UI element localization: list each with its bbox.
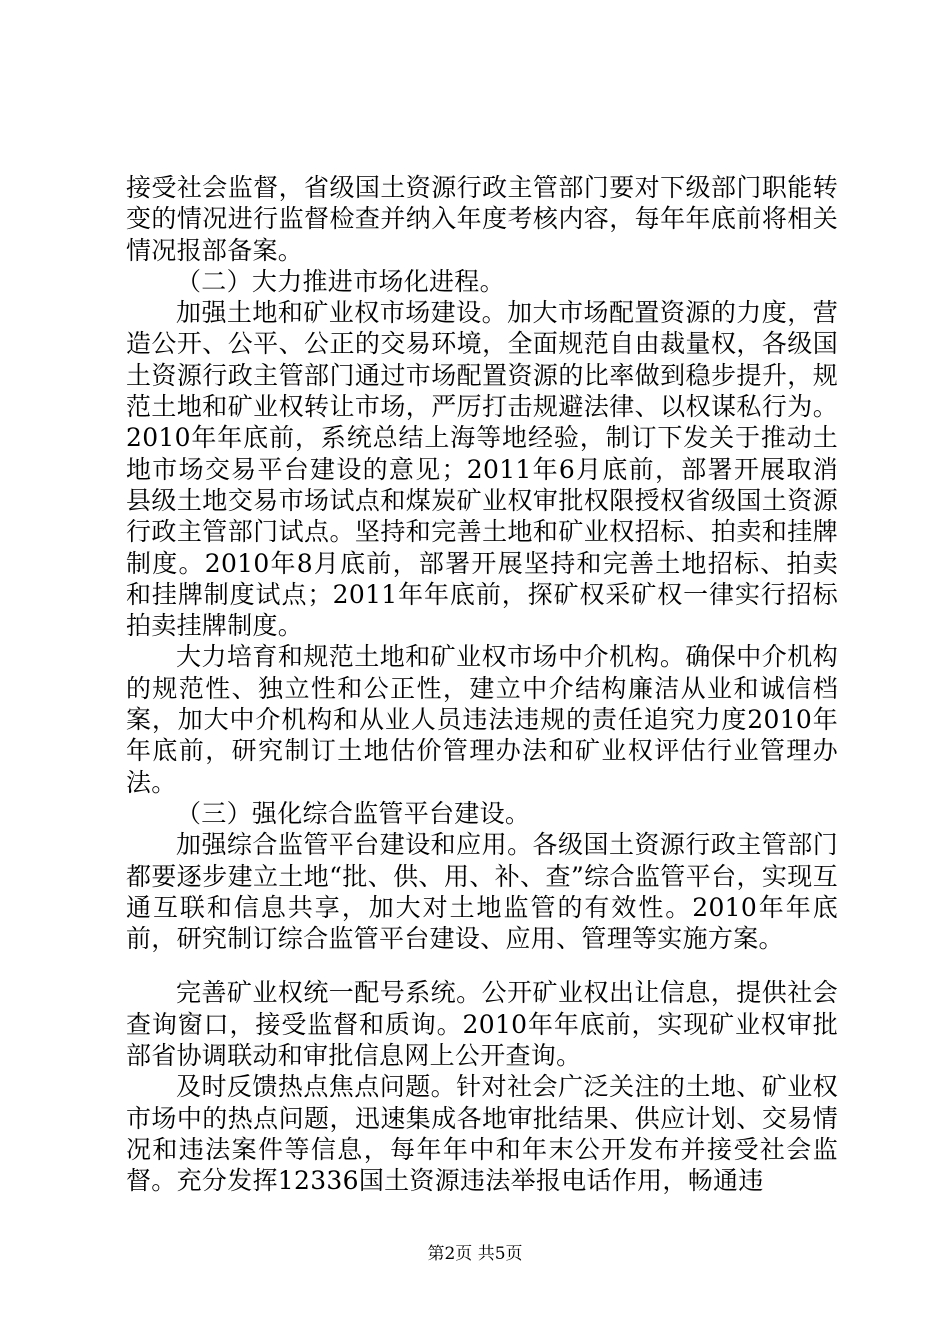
page-number-footer: 第2页 共5页 <box>427 1244 523 1264</box>
document-body <box>126 172 838 1197</box>
paragraph-gap <box>126 954 838 977</box>
paragraph-intermediary-agencies: 大力培育和规范土地和矿业权市场中介机构。确保中介机构的规范性、独立性和公正性，建立中介结构廉洁从业和诚信档案，加大中介机构和从业人员违法违规的责任追究力度2010年年底前，研究制订土地估价管理办法和矿业权评估行业管理办法。 <box>126 642 838 797</box>
paragraph-hotspot-feedback: 及时反馈热点焦点问题。针对社会广泛关注的土地、矿业权市场中的热点问题，迅速集成各地审批结果、供应计划、交易情况和违法案件等信息，每年年中和年末公开发布并接受社会监督。充分发挥12336国土资源违法举报电话作用，畅通违 <box>126 1072 838 1196</box>
section-heading-2: （二）大力推进市场化进程。 <box>176 266 505 296</box>
paragraph-numbering-system: 完善矿业权统一配号系统。公开矿业权出让信息，提供社会查询窗口，接受监督和质询。2010年年底前，实现矿业权审批部省协调联动和审批信息网上公开查询。 <box>126 978 838 1071</box>
paragraph-market-building: 加强土地和矿业权市场建设。加大市场配置资源的力度，营造公开、公平、公正的交易环境，全面规范自由裁量权，各级国土资源行政主管部门通过市场配置资源的比率做到稳步提升，规范土地和矿业权转让市场，严厉打击规避法律、以权谋私行为。2010年年底前，系统总结上海等地经验，制订下发关于推动土地市场交易平台建设的意见；2011年6月底前，部署开展取消县级土地交易市场试点和煤炭矿业权审批权限授权省级国土资源行政主管部门试点。坚持和完善土地和矿业权招标、拍卖和挂牌制度。2010年8月底前，部署开展坚持和完善土地招标、拍卖和挂牌制度试点；2011年年底前，探矿权采矿权一律实行招标拍卖挂牌制度。 <box>126 298 838 641</box>
section-heading-3: （三）强化综合监管平台建设。 <box>176 798 531 828</box>
paragraph-continuation: 接受社会监督，省级国土资源行政主管部门要对下级部门职能转变的情况进行监督检查并纳入年度考核内容，每年年底前将相关情况报部备案。 <box>126 173 838 265</box>
paragraph-supervision-platform: 加强综合监管平台建设和应用。各级国土资源行政主管部门都要逐步建立土地“批、供、用、补、查”综合监管平台，实现互通互联和信息共享，加大对土地监管的有效性。2010年年底前，研究制订综合监管平台建设、应用、管理等实施方案。 <box>126 830 838 954</box>
